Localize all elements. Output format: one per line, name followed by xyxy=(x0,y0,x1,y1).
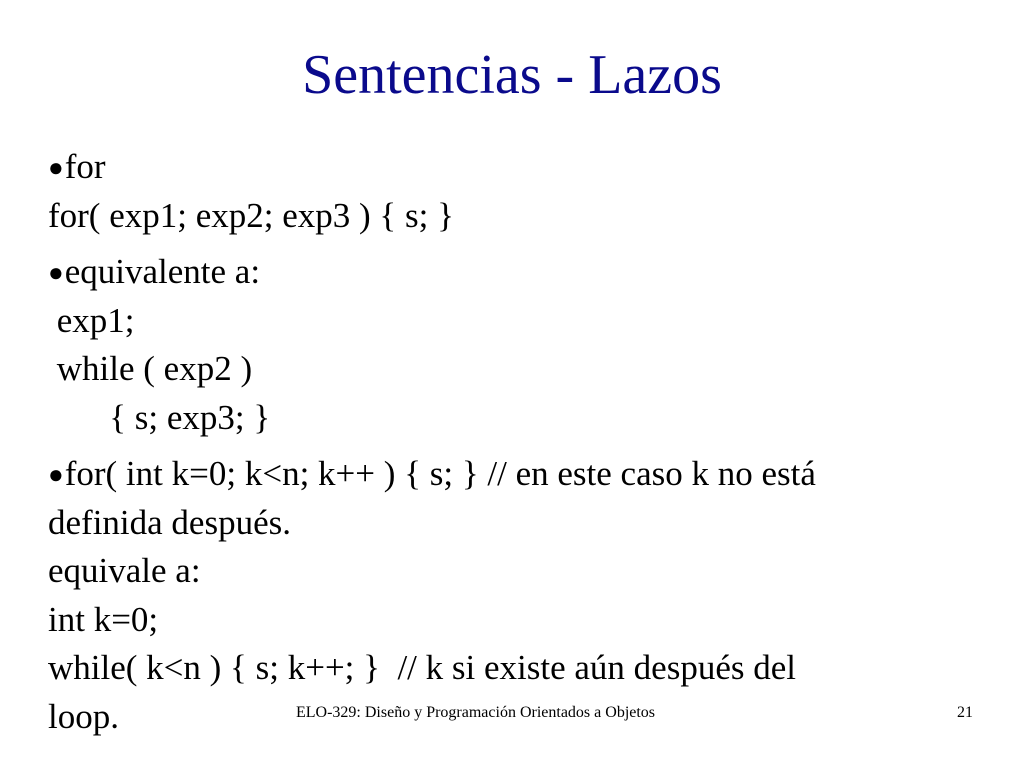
slide-body xyxy=(48,143,988,741)
bullet-icon: ● xyxy=(48,153,64,182)
code-line: int k=0; xyxy=(48,599,159,639)
bullet-line xyxy=(48,143,988,192)
code-line: while( k<n ) { s; k++; } // k si existe aún después del xyxy=(48,648,796,687)
code-line: for( exp1; exp2; exp3 ) { s; } xyxy=(48,195,454,235)
bullet-line xyxy=(48,450,988,499)
code-line: exp1; xyxy=(48,300,135,340)
bullet-head: for( int k=0; k<n; k++ ) { s; } // en este caso k no está xyxy=(64,454,816,493)
code-line: while ( exp2 ) xyxy=(48,349,253,388)
code-line: loop. xyxy=(48,696,119,736)
code-line: { s; exp3; } xyxy=(48,397,271,437)
code-line: definida después. xyxy=(48,502,291,542)
bullet-icon: ● xyxy=(48,258,64,287)
footer-course-title: ELO-329: Diseño y Programación Orientados a Objetos xyxy=(296,704,656,721)
slide-footer xyxy=(0,703,1024,725)
slide-title: Sentencias - Lazos xyxy=(302,44,722,106)
page-number: 21 xyxy=(957,704,973,721)
code-line: equivale a: xyxy=(48,551,201,590)
bullet-icon: ● xyxy=(48,460,64,489)
bullet-head: equivalente a: xyxy=(64,252,261,291)
bullet-line xyxy=(48,248,988,297)
bullet-head: for xyxy=(64,147,106,186)
